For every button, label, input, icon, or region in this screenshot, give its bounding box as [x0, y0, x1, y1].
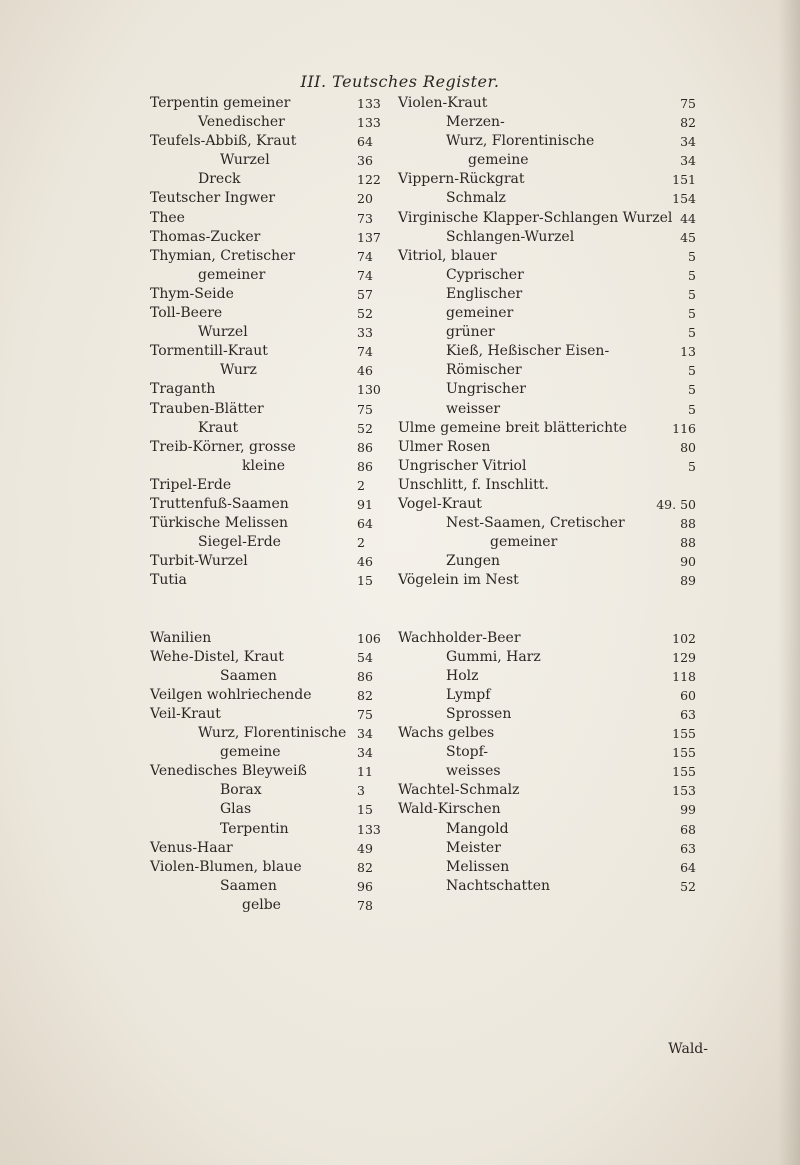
page-number: 5 — [688, 363, 696, 379]
register-entry: Tutia — [150, 572, 187, 589]
register-entry: grüner — [446, 324, 495, 341]
register-entry: Veil-Kraut — [150, 706, 221, 722]
register-entry: Ulmer Rosen — [398, 438, 491, 455]
page-number: 5 — [688, 325, 696, 341]
page-number: 129 — [672, 649, 696, 665]
page-number: 88 — [680, 535, 696, 551]
left-term-column — [150, 94, 360, 915]
page-number — [640, 476, 696, 495]
register-entry: Vögelein im Nest — [398, 572, 519, 589]
register-entry: Siegel-Erde — [198, 534, 281, 551]
register-entry: Wachtel-Schmalz — [398, 782, 520, 799]
register-entry: Wachs gelbes — [398, 725, 495, 742]
register-entry: Tormentill-Kraut — [150, 343, 268, 360]
section-gap — [640, 590, 696, 609]
page-number: 96 — [357, 878, 373, 894]
page-number: 118 — [672, 668, 696, 684]
page-number: 82 — [357, 859, 373, 875]
register-entry: Tripel-Erde — [150, 476, 232, 493]
register-entry: Terpentin gemeiner — [150, 95, 291, 111]
page-number: 102 — [672, 630, 696, 646]
page-number: 137 — [357, 229, 381, 245]
section-gap — [398, 610, 660, 629]
register-entry: Wurz, Florentinische — [198, 725, 347, 742]
register-entry: Teutscher Ingwer — [150, 190, 276, 207]
register-entry: Mangold — [446, 820, 509, 837]
page-number: 75 — [357, 707, 373, 722]
page-number: 68 — [680, 821, 696, 837]
register-entry: Meister — [446, 839, 501, 856]
page-number: 64 — [680, 859, 696, 875]
page-number: 155 — [672, 726, 696, 742]
register-entry: Schlangen-Wurzel — [446, 228, 575, 245]
register-entry: Sprossen — [446, 706, 512, 722]
page-number: 2 — [357, 477, 365, 493]
page-number: 2 — [357, 535, 365, 551]
page-number: 64 — [357, 134, 373, 150]
page-number: 34 — [357, 745, 373, 761]
page-number: 5 — [688, 267, 696, 283]
page-number: 45 — [680, 229, 696, 245]
page-number: 86 — [357, 458, 373, 474]
register-entry: Cyprischer — [446, 266, 524, 283]
page-number: 122 — [357, 172, 381, 188]
page-number: 154 — [672, 191, 696, 207]
page-number: 60 — [680, 687, 696, 703]
page-number: 49 — [357, 840, 373, 856]
page-number: 106 — [357, 630, 381, 646]
register-entry: gemeine — [468, 152, 529, 169]
register-entry: Schmalz — [446, 190, 506, 207]
register-entry: Violen-Kraut — [398, 95, 488, 111]
page-number: 52 — [357, 420, 373, 436]
page-number: 5 — [688, 286, 696, 302]
page-number: 78 — [357, 897, 373, 913]
register-entry: Römischer — [446, 362, 522, 379]
register-entry: Venedisches Bleyweiß — [150, 763, 307, 780]
page-number: 46 — [357, 363, 373, 379]
page-number: 64 — [357, 516, 373, 532]
page-number: 74 — [357, 267, 373, 283]
register-entry: Nachtschatten — [446, 877, 551, 894]
register-entry: Wald-Kirschen — [398, 801, 501, 818]
page-number: 155 — [672, 745, 696, 761]
register-entry: gelbe — [242, 896, 281, 913]
register-entry: Ulme gemeine breit blätterichte — [398, 419, 628, 436]
section-gap — [640, 610, 696, 629]
register-entry: Saamen — [220, 877, 277, 894]
section-gap — [357, 590, 403, 609]
register-entry: Teufels-Abbiß, Kraut — [150, 133, 297, 150]
register-entry: Trauben-Blätter — [150, 400, 264, 417]
register-entry: Thym-Seide — [150, 285, 234, 302]
page-number: 75 — [357, 401, 373, 417]
page-number: 46 — [357, 554, 373, 570]
register-entry: Türkische Melissen — [150, 515, 289, 532]
register-entry: Dreck — [198, 171, 241, 188]
page-number: 155 — [672, 764, 696, 780]
register-entry: Glas — [220, 801, 252, 818]
right-number-column — [640, 94, 696, 896]
page-number: 15 — [357, 573, 373, 589]
register-entry: Unschlitt, f. Inschlitt. — [398, 476, 549, 493]
register-entry: Truttenfuß-Saamen — [150, 495, 289, 512]
page-number: 75 — [680, 96, 696, 111]
page-number: 5 — [688, 401, 696, 417]
page-number: 63 — [680, 707, 696, 722]
section-gap — [150, 590, 360, 609]
page-number: 82 — [680, 115, 696, 131]
register-entry: Venedischer — [198, 114, 285, 131]
page-number: 5 — [688, 248, 696, 264]
catchword: Wald- — [668, 1041, 708, 1057]
register-entry: Holz — [446, 667, 479, 684]
register-entry: Venus-Haar — [150, 839, 233, 856]
register-entry: Borax — [220, 782, 262, 799]
page-number: 88 — [680, 516, 696, 532]
page-number: 34 — [680, 134, 696, 150]
page-number: 44 — [680, 210, 696, 226]
page-number: 153 — [672, 783, 696, 799]
page-number: 57 — [357, 286, 373, 302]
page-number: 5 — [688, 306, 696, 322]
register-entry: Turbit-Wurzel — [150, 553, 248, 570]
register-entry: Kieß, Heßischer Eisen- — [446, 343, 610, 360]
register-entry: Terpentin — [220, 820, 289, 837]
page-number: 52 — [680, 878, 696, 894]
register-entry: Wachholder-Beer — [398, 629, 521, 646]
register-entry: Wanilien — [150, 629, 212, 646]
register-entry: Zungen — [446, 553, 501, 570]
register-entry: gemeiner — [490, 534, 558, 551]
page-number: 116 — [672, 420, 696, 436]
register-entry: Toll-Beere — [150, 305, 223, 322]
register-entry: Vogel-Kraut — [398, 495, 482, 512]
right-term-column — [398, 94, 673, 896]
register-entry: Englischer — [446, 285, 523, 302]
register-entry: Violen-Blumen, blaue — [150, 858, 302, 875]
page-number: 151 — [672, 172, 696, 188]
page-number: 36 — [357, 153, 373, 169]
register-entry: weisser — [446, 400, 501, 417]
section-gap — [357, 610, 403, 629]
page-number: 91 — [357, 496, 373, 512]
page-number: 99 — [680, 802, 696, 818]
register-entry: Wurz, Florentinische — [446, 133, 595, 150]
page-number: 11 — [357, 764, 373, 780]
left-number-column — [357, 94, 403, 915]
page-header: III. Teutsches Register. — [300, 72, 500, 91]
register-entry: Nest-Saamen, Cretischer — [446, 515, 625, 532]
register-entry: Saamen — [220, 667, 277, 684]
register-entry: Thee — [150, 209, 185, 226]
page-number: 130 — [357, 382, 381, 398]
register-entry: gemeiner — [446, 305, 514, 322]
page-number: 133 — [357, 821, 381, 837]
page-number: 34 — [680, 153, 696, 169]
register-entry: gemeine — [220, 744, 281, 761]
page-edge-shadow — [778, 0, 800, 1165]
register-entry: Vitriol, blauer — [398, 247, 497, 264]
register-entry: Stopf- — [446, 744, 489, 761]
register-entry: Gummi, Harz — [446, 648, 541, 665]
page-number: 133 — [357, 96, 381, 111]
register-entry: Thomas-Zucker — [150, 228, 261, 245]
page-number: 80 — [680, 439, 696, 455]
page-number: 52 — [357, 306, 373, 322]
page-number: 74 — [357, 344, 373, 360]
page-number: 86 — [357, 668, 373, 684]
page-number: 20 — [357, 191, 373, 207]
register-entry: Wurzel — [198, 324, 248, 341]
register-entry: Kraut — [198, 419, 239, 436]
register-entry: Merzen- — [446, 114, 505, 131]
register-entry: Wurzel — [220, 152, 270, 169]
page-number: 34 — [357, 726, 373, 742]
page-number: 33 — [357, 325, 373, 341]
register-entry: Wehe-Distel, Kraut — [150, 648, 284, 665]
page-number: 73 — [357, 210, 373, 226]
page-number: 15 — [357, 802, 373, 818]
register-entry: Lympf — [446, 686, 491, 703]
page-number: 89 — [680, 573, 696, 589]
register-entry: Melissen — [446, 858, 510, 875]
page-number: 5 — [688, 458, 696, 474]
page-number: 54 — [357, 649, 373, 665]
register-entry: weisses — [446, 763, 501, 780]
register-entry: Treib-Körner, grosse — [150, 438, 296, 455]
page-number: 49. 50 — [656, 496, 696, 512]
register-entry: Vippern-Rückgrat — [398, 171, 525, 188]
register-entry: Ungrischer Vitriol — [398, 457, 527, 474]
page-number: 90 — [680, 554, 696, 570]
page-number: 82 — [357, 687, 373, 703]
page-number: 63 — [680, 840, 696, 856]
page-number: 13 — [680, 344, 696, 360]
page-number: 133 — [357, 115, 381, 131]
register-entry: Wurz — [220, 362, 257, 379]
register-entry: kleine — [242, 457, 286, 474]
page-number: 5 — [688, 382, 696, 398]
page-number: 74 — [357, 248, 373, 264]
section-gap — [150, 610, 360, 629]
register-entry: Traganth — [150, 381, 216, 398]
register-entry: gemeiner — [198, 266, 266, 283]
page-number: 86 — [357, 439, 373, 455]
register-entry: Virginische Klapper-Schlangen Wurzel — [398, 209, 673, 226]
register-entry: Veilgen wohlriechende — [150, 686, 312, 703]
register-entry: Thymian, Cretischer — [150, 247, 296, 264]
page-number: 3 — [357, 783, 365, 799]
section-gap — [398, 590, 660, 609]
register-entry: Ungrischer — [446, 381, 526, 398]
